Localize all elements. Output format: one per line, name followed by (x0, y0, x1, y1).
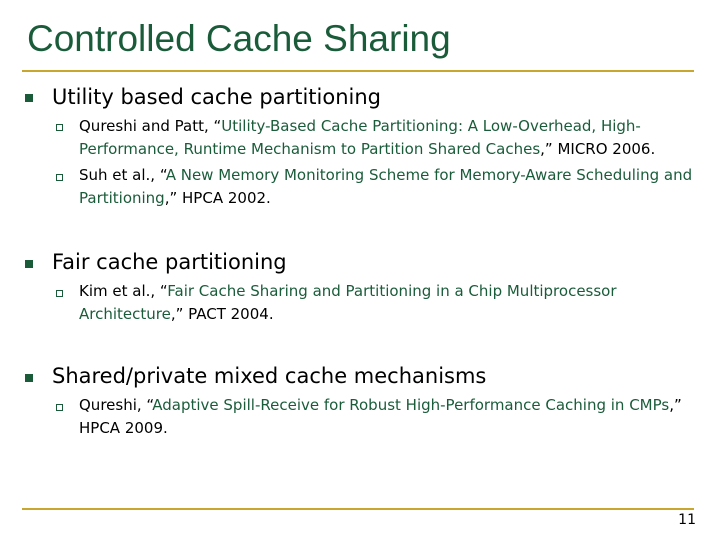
section-bullet-icon (25, 260, 33, 268)
reference-bullet-icon (56, 404, 63, 411)
page-number: 11 (678, 512, 696, 528)
reference-authors: Qureshi and Patt, “ (79, 117, 222, 135)
reference-venue: ,” PACT 2004. (170, 305, 274, 323)
reference-title-link[interactable]: Utility-Based Cache Partitioning: A Low-Overhead, High-Performance, Runtime Mechanism to Partition Shared Caches (79, 117, 641, 158)
reference-bullet-icon (56, 124, 63, 131)
reference-item (79, 164, 699, 210)
reference-title-link[interactable]: Adaptive Spill-Receive for Robust High-Performance Caching in CMPs (152, 396, 670, 414)
reference-item (79, 394, 699, 440)
reference-authors: Suh et al., “ (79, 166, 166, 184)
section-heading-fair: Fair cache partitioning (52, 250, 287, 274)
section-heading-mixed: Shared/private mixed cache mechanisms (52, 364, 487, 388)
reference-venue: ,” MICRO 2006. (540, 140, 656, 158)
footer-divider (22, 508, 694, 510)
reference-bullet-icon (56, 290, 63, 297)
reference-item (79, 280, 699, 326)
reference-authors: Kim et al., “ (79, 282, 168, 300)
title-divider (22, 70, 694, 72)
reference-title-link[interactable]: A New Memory Monitoring Scheme for Memory-Aware Scheduling and Partitioning (79, 166, 693, 207)
slide-title: Controlled Cache Sharing (27, 18, 451, 59)
reference-bullet-icon (56, 174, 63, 181)
section-bullet-icon (25, 94, 33, 102)
reference-venue: ,” HPCA 2002. (164, 189, 271, 207)
reference-venue: ,” HPCA 2009. (79, 396, 682, 437)
reference-authors: Qureshi, “ (79, 396, 153, 414)
reference-title-link[interactable]: Fair Cache Sharing and Partitioning in a Chip Multiprocessor Architecture (79, 282, 617, 323)
section-heading-utility: Utility based cache partitioning (52, 85, 381, 109)
section-bullet-icon (25, 374, 33, 382)
reference-item (79, 115, 699, 161)
